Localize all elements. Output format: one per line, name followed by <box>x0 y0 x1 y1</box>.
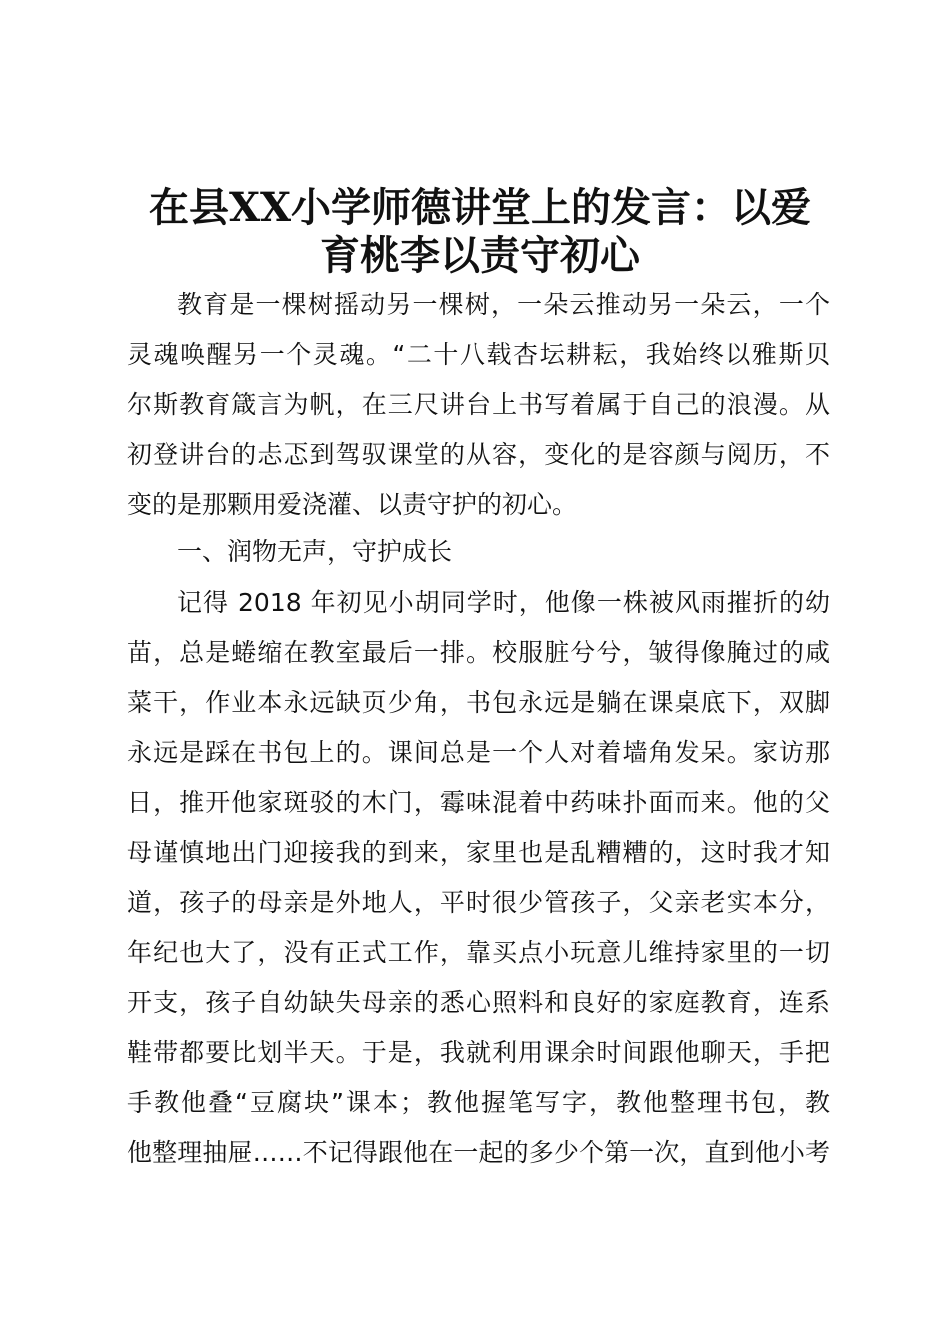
text-line: 鞋带都要比划半天。于是，我就利用课余时间跟他聊天，手把 <box>127 1038 830 1067</box>
text-line: 教育是一棵树摇动另一棵树，一朵云推动另一朵云，一个 <box>177 290 830 319</box>
text-line: 母谨慎地出门迎接我的到来，家里也是乱糟糟的，这时我才知 <box>127 838 830 867</box>
text-line: 变的是那颗用爱浇灌、以责守护的初心。 <box>127 490 578 519</box>
text-line: 他整理抽屉……不记得跟他在一起的多少个第一次，直到他小考 <box>127 1138 830 1167</box>
text-line: 手教他叠“豆腐块”课本；教他握笔写字，教他整理书包，教 <box>127 1088 830 1117</box>
text-line: 永远是踩在书包上的。课间总是一个人对着墙角发呆。家访那 <box>127 738 830 767</box>
document-title-line-2: 育桃李以责守初心 <box>320 232 640 279</box>
text-line: 尔斯教育箴言为帆，在三尺讲台上书写着属于自己的浪漫。从 <box>127 390 830 419</box>
text-line: 苗，总是蜷缩在教室最后一排。校服脏兮兮，皱得像腌过的咸 <box>127 638 830 667</box>
document-title-line-1: 在县XX小学师德讲堂上的发言：以爱 <box>148 184 812 231</box>
section-heading: 一、润物无声，守护成长 <box>177 537 453 566</box>
text-line: 年纪也大了，没有正式工作，靠买点小玩意儿维持家里的一切 <box>127 938 830 967</box>
text-line: 灵魂唤醒另一个灵魂。“二十八载杏坛耕耘，我始终以雅斯贝 <box>127 340 830 369</box>
text-line: 记得 2018 年初见小胡同学时，他像一株被风雨摧折的幼 <box>177 588 830 617</box>
text-line: 初登讲台的忐忑到驾驭课堂的从容，变化的是容颜与阅历，不 <box>127 440 830 469</box>
text-line: 日，推开他家斑驳的木门，霉味混着中药味扑面而来。他的父 <box>127 788 830 817</box>
text-line: 道，孩子的母亲是外地人，平时很少管孩子，父亲老实本分， <box>127 888 830 917</box>
text-line: 开支，孩子自幼缺失母亲的悉心照料和良好的家庭教育，连系 <box>127 988 830 1017</box>
text-line: 菜干，作业本永远缺页少角，书包永远是躺在课桌底下，双脚 <box>127 688 830 717</box>
